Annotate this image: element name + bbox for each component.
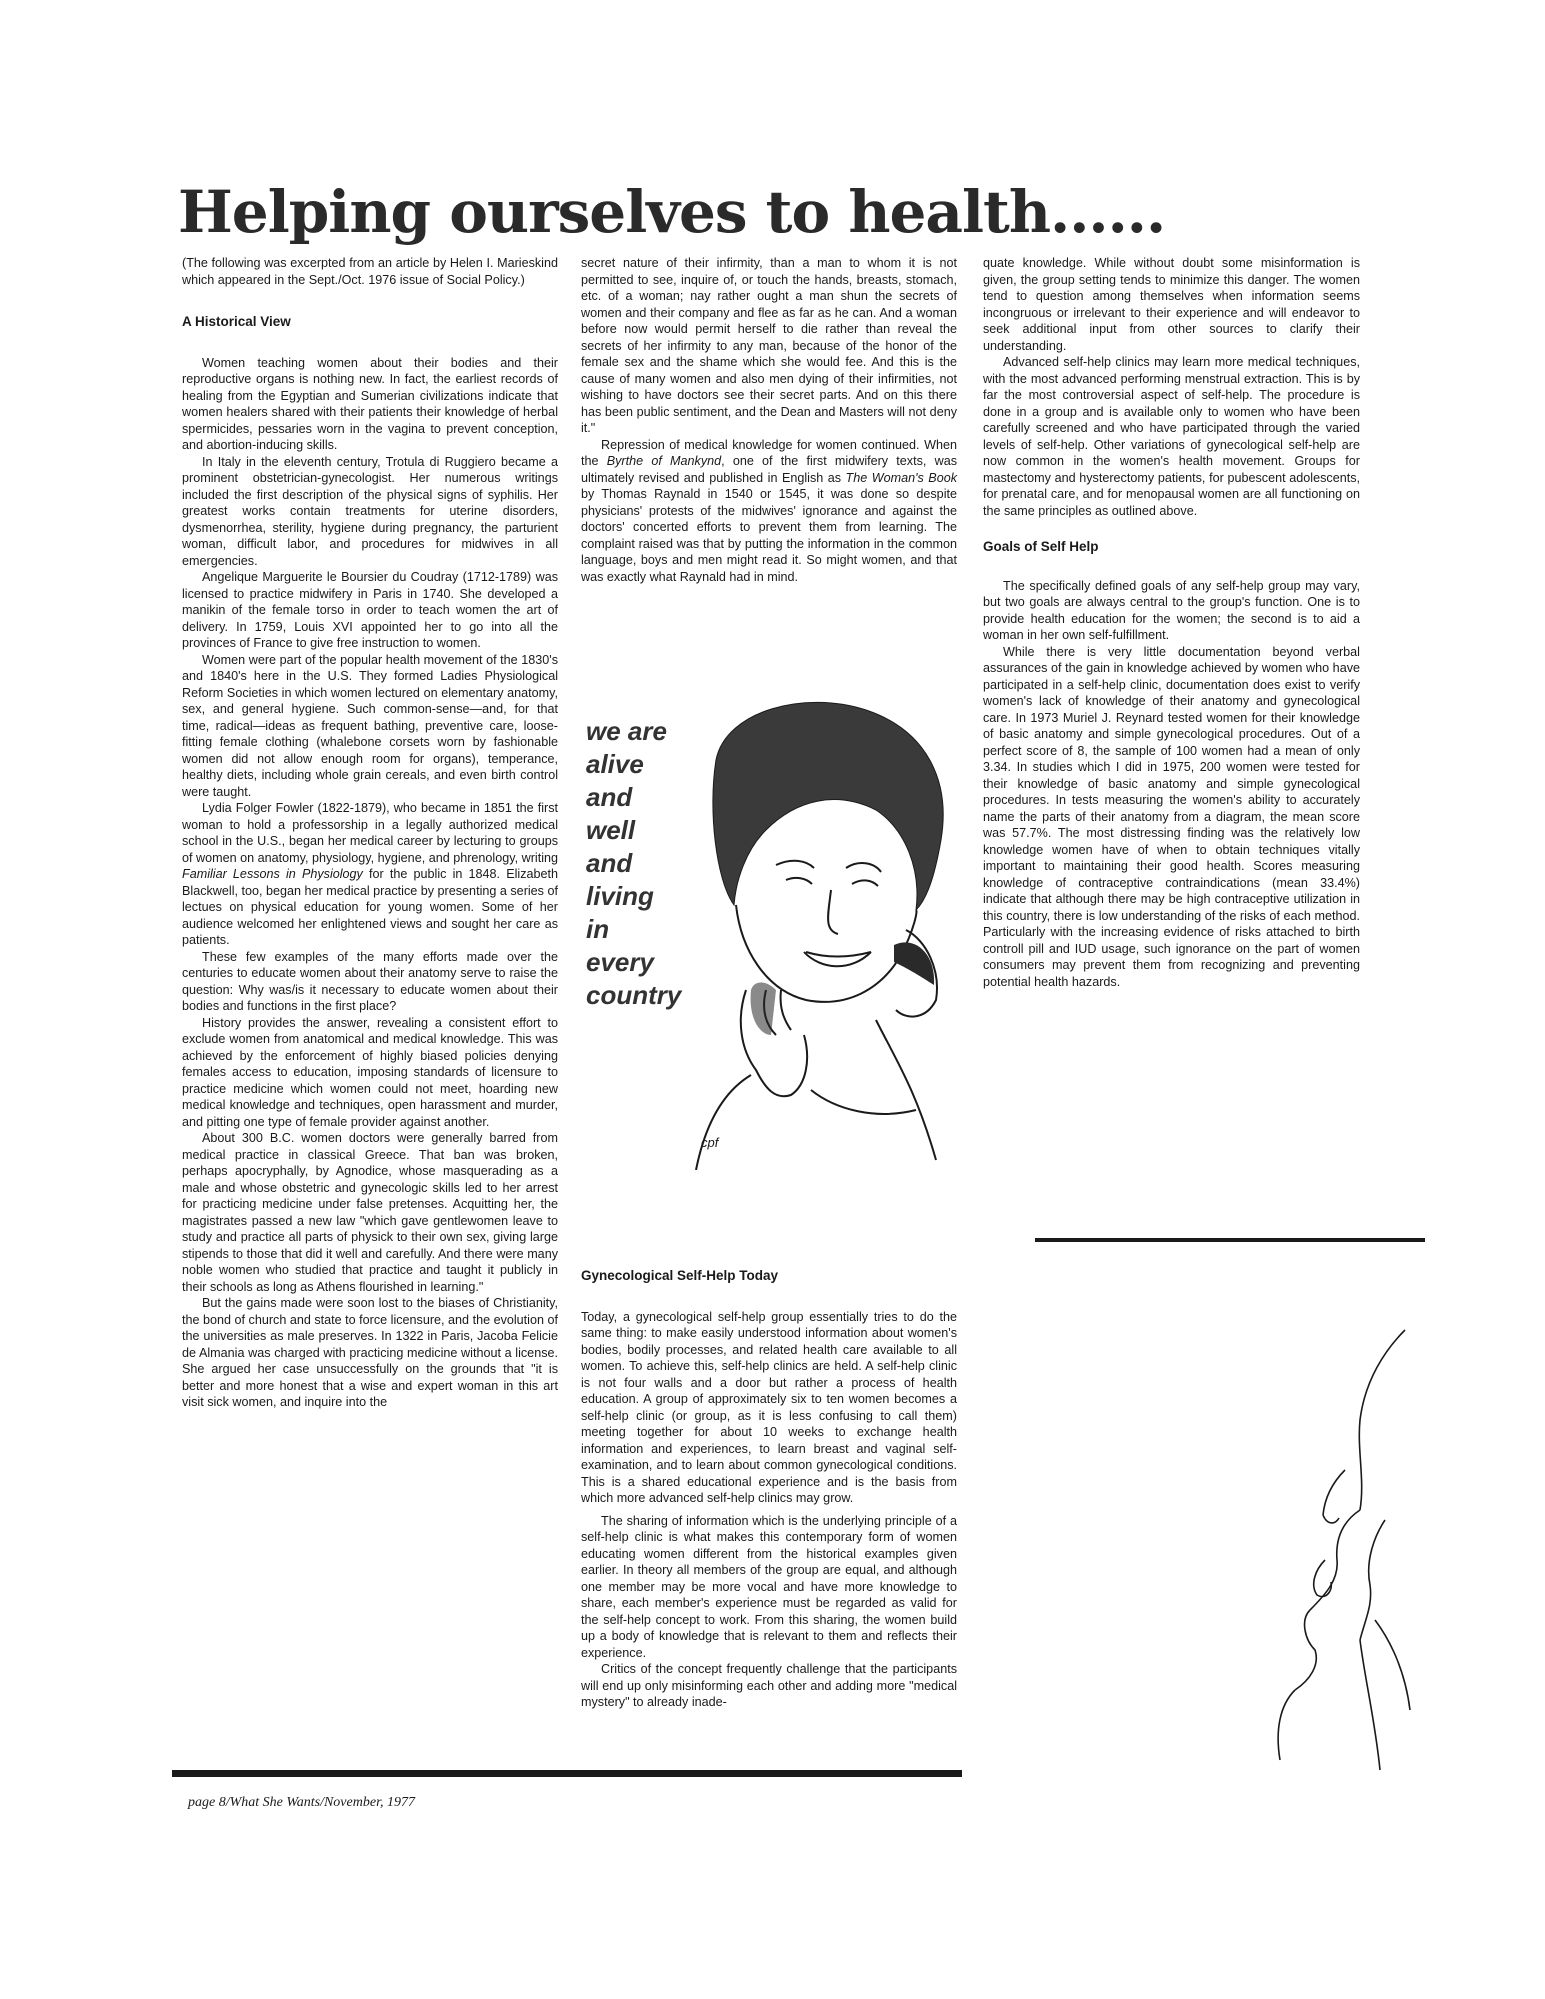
paragraph: secret nature of their infirmity, than a man to whom it is not permitted to see, inquire of, or touch the hands, breasts, stomach, etc. of a woman; nay rather ought a man shun the secrets of women and their company and flee as far as he can. And a woman before now would permit herself to die rather than reveal the secrets of her infirmity to any man, because of the honor of the female sex and the shame which she would fee. And this is the cause of many women and also men dying of their infirmities, not wishing to have doctors see their secret parts. And on this there has been public sentiment, and the Dean and Masters will not deny it."	[581, 256, 957, 435]
text-run: , one of the first midwifery texts, was ultimately revised and published in English as	[581, 454, 957, 485]
paragraph	[581, 437, 957, 586]
text-run: Lydia Folger Fowler (1822-1879), who became in 1851 the first woman to hold a professorship in a legally authorized medical school in the U.S., began her medical career by lecturing to groups of women on anatomy, physiology, hygiene, and phrenology, writing	[182, 801, 558, 865]
slogan-line: country	[586, 980, 682, 1010]
column-1	[182, 255, 558, 1411]
paragraph	[182, 800, 558, 949]
page-footer: page 8/What She Wants/November, 1977	[188, 1795, 415, 1810]
slogan-line: alive	[586, 749, 644, 779]
paragraph: About 300 B.C. women doctors were generally barred from medical practice in classical Greece. That ban was broken, perhaps apocryphally, by Agnodice, whose masquerading as a male and whose obstetric and gynecologic skills led to her arrest for practicing medicine under false pretenses. Acquitting her, the magistrates passed a new law "which gave gentlewomen leave to study and practice all parts of physick to their own sex, giving large stipends to those that did it well and carefully. And there were many noble women who studied that practice and taught it publicly in their schools as long as Athens flourished in learning."	[182, 1131, 558, 1294]
divider-rule	[1035, 1238, 1425, 1242]
slogan-line: in	[586, 914, 610, 944]
book-title: Byrthe of Mankynd	[606, 454, 722, 468]
paragraph: These few examples of the many efforts made over the centuries to educate women about their anatomy serve to raise the question: Why was/is it necessary to educate women about their bodies and functions in the first place?	[182, 949, 558, 1013]
slogan-line: we are	[586, 716, 667, 746]
text-run: Repression of medical knowledge for women continued. When the	[581, 437, 957, 468]
poster-illustration	[576, 690, 968, 1170]
poster-slogan	[586, 715, 716, 1012]
section-heading-goals: Goals of Self Help	[983, 539, 1099, 554]
text-run: by Thomas Raynald in 1540 or 1545, it was done so despite physicians' protests of the midwives' ignorance and against the doctors' concerted efforts to prevent them from learning. The complaint raised was that by putting the information in the common language, boys and men might read it. So might women, and that was exactly what Raynald had in mind.	[581, 487, 957, 584]
headline: Helping ourselves to health......	[178, 178, 1166, 246]
section-heading-today: Gynecological Self-Help Today	[581, 1268, 779, 1283]
paragraph: History provides the answer, revealing a consistent effort to exclude women from anatomical and medical knowledge. This was achieved by the enforcement of highly biased policies denying females access to education, imposing standards of licensure to practice medicine which women could not meet, hoarding new medical knowledge and techniques, open harassment and murder, and pitting one type of female provider against another.	[182, 1015, 558, 1129]
slogan-line: and	[586, 782, 633, 812]
paragraph: Today, a gynecological self-help group essentially tries to do the same thing: to make easily understood information about women's bodies, bodily processes, and related health care available to all women. To achieve this, self-help clinics are held. A self-help clinic is not four walls and a door but rather a process of health education. A group of approximately six to ten women becomes a self-help clinic (or group, as it is less confusing to call them) meeting together for about 10 weeks to exchange health information and experiences, to learn breast and vaginal self-examination, and to learn about common gynecological conditions. This is a shared educational experience and is the basis from which more advanced self-help clinics may grow.	[581, 1309, 957, 1505]
paragraph: Critics of the concept frequently challenge that the participants will end up only misinforming each other and adding more "medical mystery" to already inade-	[581, 1662, 957, 1709]
paragraph: Angelique Marguerite le Boursier du Coudray (1712-1789) was licensed to practice midwifery in Paris in 1740. She developed a manikin of the female torso in order to teach women the art of delivery. In 1759, Louis XVI appointed her to go into all the provinces of France to give free instruction to women.	[182, 570, 558, 650]
paragraph: quate knowledge. While without doubt some misinformation is given, the group setting tends to minimize this danger. The women tend to question among themselves when information seems incongruous or irrelevant to their experience and will endeavor to seek additional input from other sources to clarify their understanding.	[983, 256, 1360, 353]
divider-rule	[172, 1770, 962, 1777]
paragraph: Advanced self-help clinics may learn more medical techniques, with the most advanced performing menstrual extraction. This is by far the most controversial aspect of self-help. The procedure is done in a group and is available only to women who have been carefully screened and who have participated through the varied levels of self-help. Other variations of gynecological self-help are now common in the women's health movement. Groups for mastectomy and hysterectomy patients, for pubescent adolescents, for prenatal care, and for menopausal women are all functioning on the same principles as outlined above.	[983, 355, 1360, 518]
text-run: for the public in 1848. Elizabeth Blackwell, too, began her medical practice by presenting a series of lectues on physical education for young women. Some of her audience welcomed her enlightened views and sought her care as patients.	[182, 867, 559, 947]
paragraph: While there is very little documentation beyond verbal assurances of the gain in knowledge achieved by women who have participated in a self-help clinic, documentation does exist to verify women's lack of knowledge of their anatomy and gynecological care. In 1973 Muriel J. Reynard tested women for their knowledge of basic anatomy and simple gynecological procedures. Out of a perfect score of 8, the sample of 100 women had a mean of only 3.34. In studies which I did in 1975, 200 women were tested for their knowledge of basic anatomy and simple gynecological procedures. In tests measuring the women's ability to accurately name the parts of their anatomy from a diagram, the mean score was 57.7%. The most distressing finding was the relatively low knowledge women have of when to obtain techniques vitally important to maintaining their good health. Scores measuring knowledge of contraceptive contraindications (mean 33.4%) indicate that although there may be high contraceptive utilization in this country, there is low understanding of the risks of each method. Particularly with the increasing evidence of risks attached to birth controll pill and IUD usage, such ignorance on the part of women consumers may prevent them from recognizing and preventing potential health hazards.	[983, 644, 1360, 989]
slogan-line: every	[586, 947, 654, 977]
section-heading-historical: A Historical View	[182, 314, 291, 329]
slogan-line: living	[586, 881, 654, 911]
paragraph: The specifically defined goals of any self-help group may vary, but two goals are always central to the group's function. One is to provide health education for the women; the second is to aid a woman in her own self-fulfillment.	[983, 578, 1360, 642]
slogan-line: and	[586, 848, 633, 878]
intro-note: (The following was excerpted from an article by Helen I. Marieskind which appeared in the Sept./Oct. 1976 issue of Social Policy.)	[182, 256, 558, 287]
paragraph: In Italy in the eleventh century, Trotula di Ruggiero became a prominent obstetrician-gynecologist. Her numerous writings included the first description of the physical signs of syphilis. Her greatest works contain treatments for uterine disorders, dysmenorrhea, sterility, hygiene during pregnancy, the parturient woman, difficult labor, and procedures for midwives in all emergencies.	[182, 454, 558, 568]
book-title: Familiar Lessons in Physiology	[182, 867, 363, 881]
paragraph: The sharing of information which is the underlying principle of a self-help clinic is what makes this contemporary form of women educating women different from the historical examples given earlier. In theory all members of the group are equal, and although one member may be more vocal and have more knowledge to share, each member's experience must be regarded as valid for the self-help concept to work. From this sharing, the women build up a body of knowledge that is relevant to them and reflects their experience.	[581, 1513, 957, 1660]
column-2	[581, 255, 957, 585]
column-2-lower	[581, 1268, 957, 1711]
column-3	[983, 255, 1360, 990]
figure-sketch-drawing	[1265, 1320, 1415, 1780]
paragraph: Women were part of the popular health movement of the 1830's and 1840's here in the U.S. They formed Ladies Physiological Reform Societies in which women lectured on elementary anatomy, sex, and general hygiene. Such common-sense—and, for that time, radical—ideas as frequent bathing, preventive care, loose-fitting female clothing (whalebone corsets worn by fashionable women did not allow enough room for organs), temperance, healthy diets, including whole grain cereals, and even birth control were taught.	[182, 652, 558, 799]
paragraph: Women teaching women about their bodies and their reproductive organs is nothing new. In fact, the earliest records of healing from the Egyptian and Sumerian civilizations indicate that women healers shared with their patients their knowledge of herbal spermicides, pessaries worn in the vagina to prevent conception, and abortion-inducing skills.	[182, 355, 558, 452]
book-title: The Woman's Book	[845, 470, 957, 485]
artist-signature: cpf	[701, 1135, 719, 1150]
slogan-line: well	[586, 815, 636, 845]
paragraph: But the gains made were soon lost to the biases of Christianity, the bond of church and state to force licensure, and the evolution of the universities as male preserves. In 1322 in Paris, Jacoba Felicie de Almania was charged with practicing medicine without a license. She argued her case unsuccessfully on the grounds that "it is better and more honest that a wise and expert woman in this art visit sick women, and inquire into the	[182, 1296, 558, 1409]
